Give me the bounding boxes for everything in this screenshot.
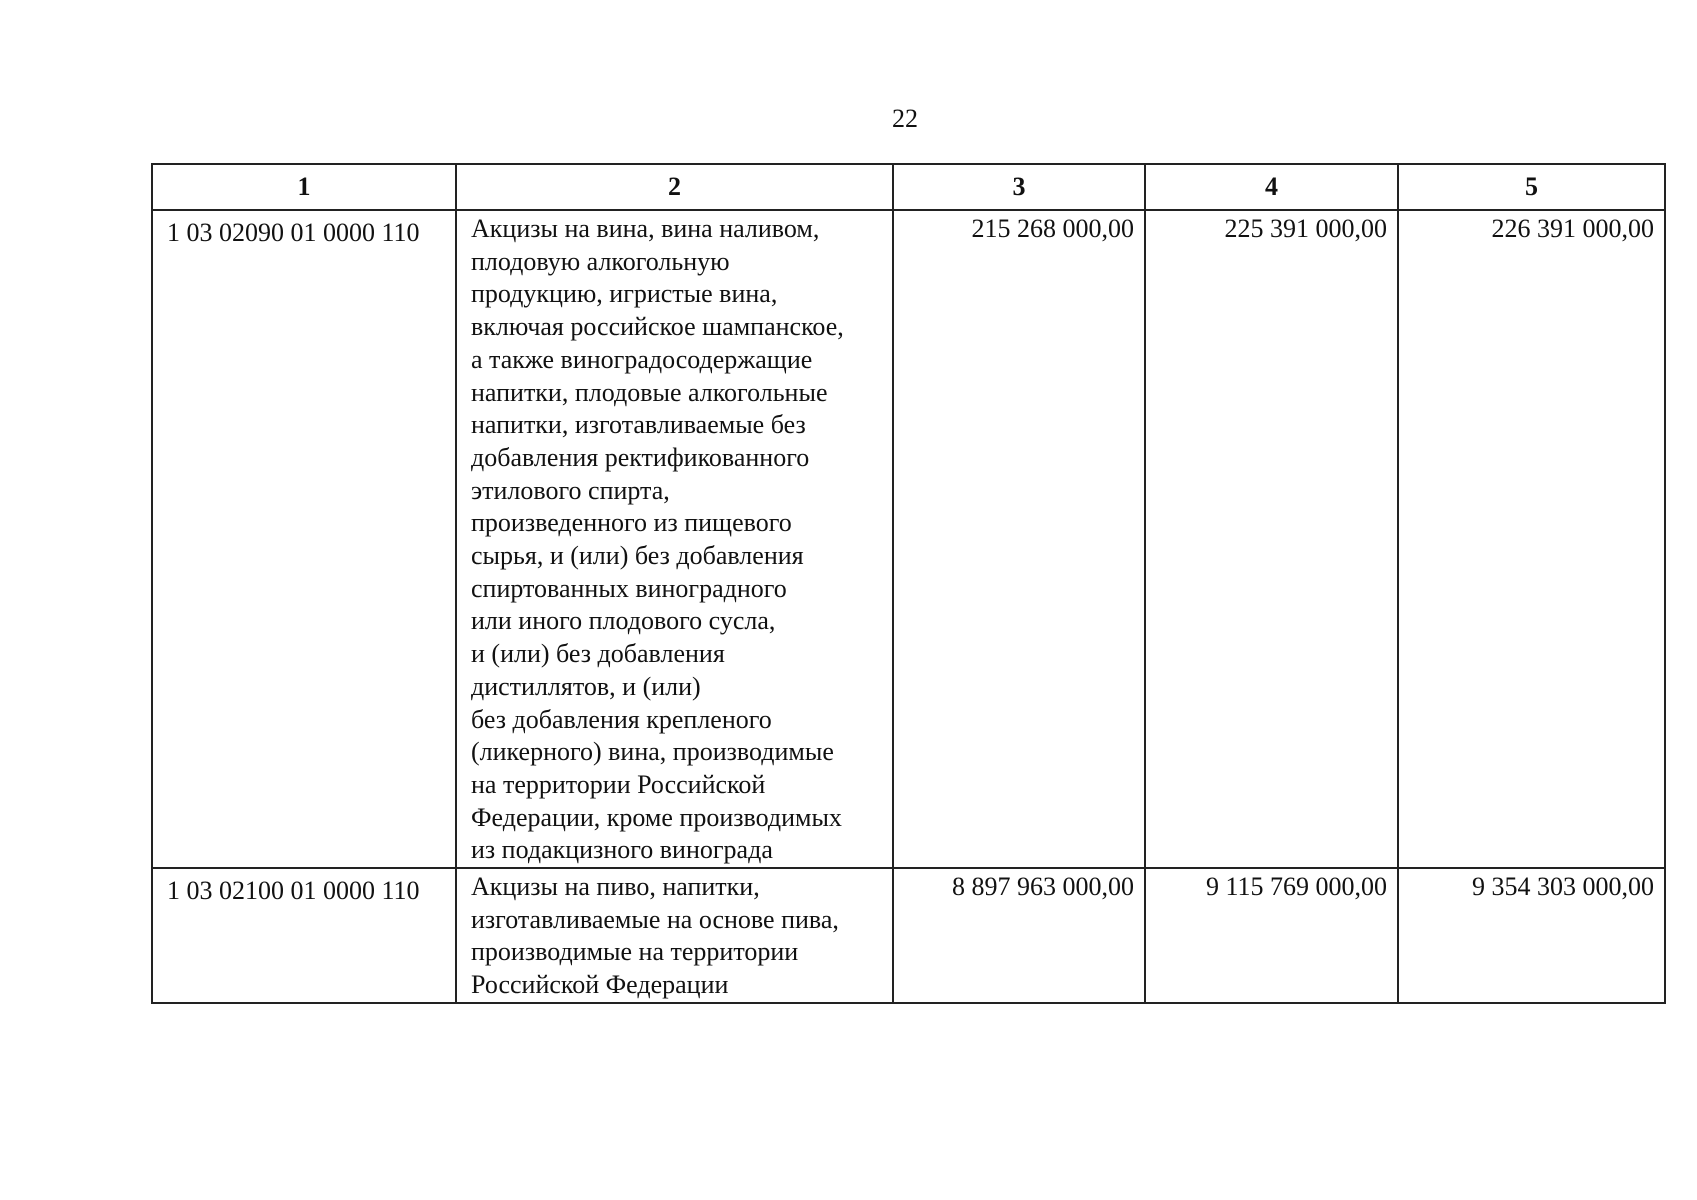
description-line: включая российское шампанское, — [471, 312, 844, 342]
description-line: дистиллятов, и (или) — [471, 671, 701, 701]
amount-cell-col4: 225 391 000,00 — [1145, 210, 1398, 868]
description-line: плодовую алкогольную — [471, 246, 730, 276]
description-line: продукцию, игристые вина, — [471, 279, 778, 309]
description-line: сырья, и (или) без добавления — [471, 541, 804, 571]
column-header-3: 3 — [893, 164, 1145, 210]
column-header-2: 2 — [456, 164, 893, 210]
description-line: на территории Российской — [471, 769, 766, 799]
description-line: этилового спирта, — [471, 475, 670, 505]
description-line: изготавливаемые на основе пива, — [471, 904, 839, 934]
description-cell — [456, 868, 893, 1003]
description-line: Акцизы на вина, вина наливом, — [471, 214, 820, 243]
amount-cell-col5: 226 391 000,00 — [1398, 210, 1665, 868]
description-line: Акцизы на пиво, напитки, — [471, 872, 760, 902]
amount-cell-col3: 8 897 963 000,00 — [893, 868, 1145, 1003]
description-line: произведенного из пищевого — [471, 508, 792, 538]
column-header-4: 4 — [1145, 164, 1398, 210]
revenue-table — [151, 163, 1666, 1004]
description-line: напитки, изготавливаемые без — [471, 410, 806, 440]
description-cell — [456, 210, 893, 868]
amount-cell-col4: 9 115 769 000,00 — [1145, 868, 1398, 1003]
column-header-1: 1 — [152, 164, 456, 210]
description-line: Федерации, кроме производимых — [471, 802, 842, 832]
description-line: или иного плодового сусла, — [471, 606, 776, 636]
description-line: спиртованных виноградного — [471, 573, 787, 603]
description-line: (ликерного) вина, производимые — [471, 737, 834, 767]
description-line: Российской Федерации — [471, 970, 729, 1000]
page-number: 22 — [892, 104, 918, 133]
header-row — [152, 164, 1665, 210]
budget-code-cell: 1 03 02090 01 0000 110 — [152, 210, 456, 868]
description-line: производимые на территории — [471, 937, 799, 967]
table-row — [152, 868, 1665, 1003]
description-line: добавления ректификованного — [471, 442, 810, 472]
description-line: а также виноградосодержащие — [471, 344, 813, 374]
column-header-5: 5 — [1398, 164, 1665, 210]
description-line: без добавления крепленого — [471, 704, 772, 734]
amount-cell-col5: 9 354 303 000,00 — [1398, 868, 1665, 1003]
table-row — [152, 210, 1665, 868]
description-line: из подакцизного винограда — [471, 835, 773, 865]
description-line: и (или) без добавления — [471, 639, 725, 669]
description-line: напитки, плодовые алкогольные — [471, 377, 828, 407]
amount-cell-col3: 215 268 000,00 — [893, 210, 1145, 868]
budget-code-cell: 1 03 02100 01 0000 110 — [152, 868, 456, 1003]
